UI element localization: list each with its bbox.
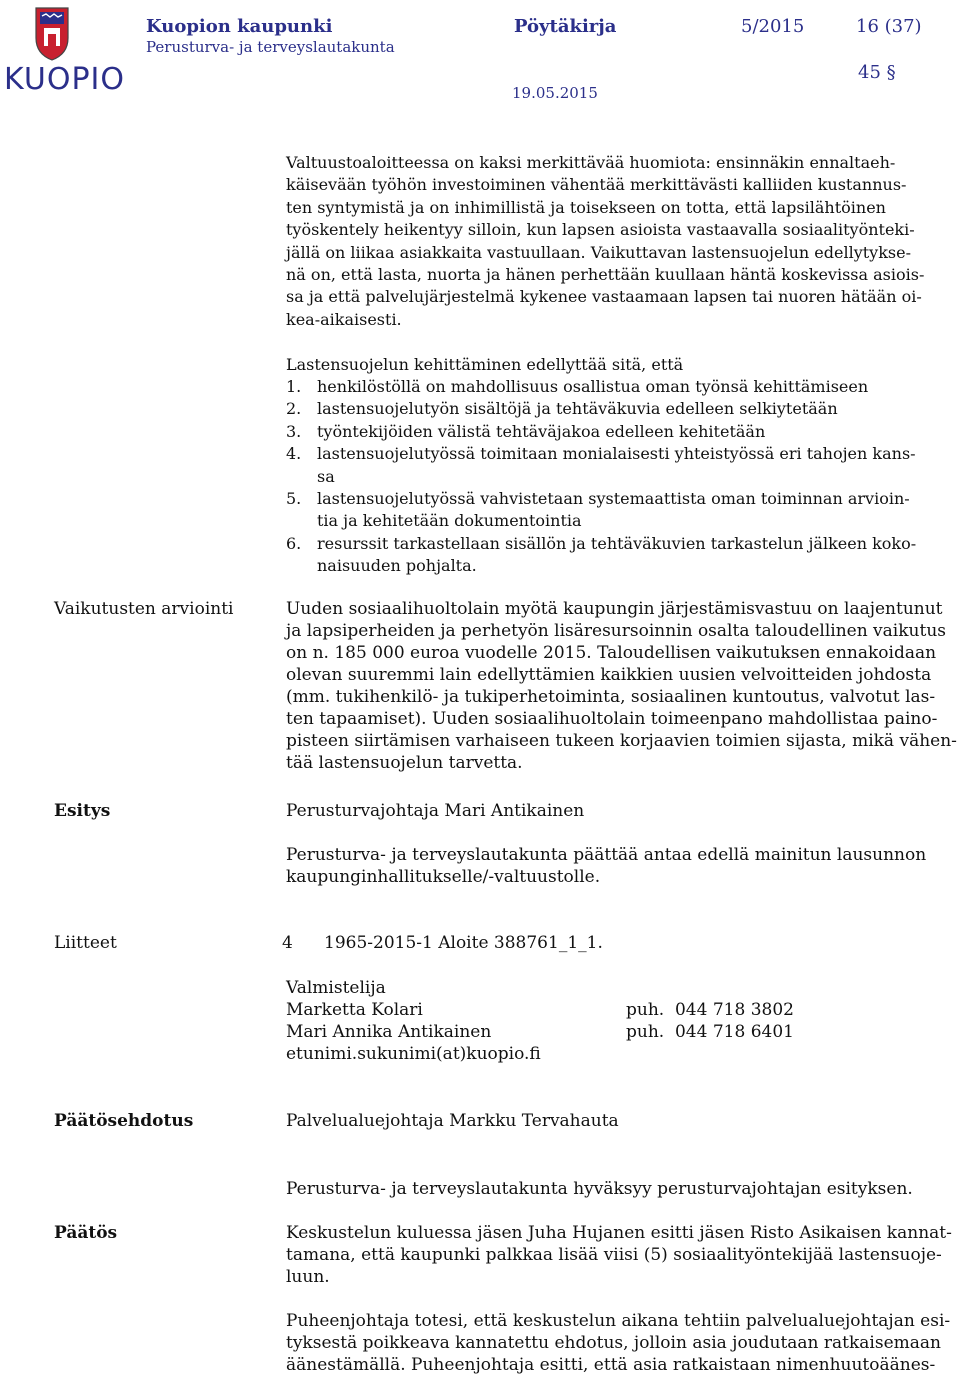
- document-number: 5/2015: [741, 16, 805, 37]
- list-item: 3. työntekijöiden välistä tehtäväjakoa edelleen kehitetään: [286, 421, 766, 441]
- city-coat-of-arms-icon: [4, 4, 100, 64]
- decision-proposal-text: Perusturva- ja terveyslautakunta hyväksyy perusturvajohtajan esityksen.: [286, 1179, 913, 1199]
- attachments-label: Liitteet: [54, 933, 117, 953]
- attachment-number: 4: [282, 933, 293, 953]
- list-intro: Lastensuojelun kehittäminen edellyttää sitä, että: [286, 355, 684, 374]
- list-item: 1. henkilöstöllä on mahdollisuus osallistua oman työnsä kehittämiseen: [286, 377, 869, 396]
- kuopio-logo: [4, 4, 125, 97]
- proposal-text: Perusturva- ja terveyslautakunta päättää antaa edellä mainitun lausunnon kaupunginhallitukselle/-valtuustolle.: [286, 845, 927, 887]
- logo-wordmark: KUOPIO: [4, 62, 125, 97]
- section-number: 45 §: [858, 62, 896, 83]
- list-item: 5. lastensuojelutyössä vahvistetaan systemaattista oman toiminnan arvioin- tia ja kehitetään dokumentointia: [286, 489, 910, 531]
- proposal-label: Esitys: [54, 801, 111, 821]
- decision-paragraph: Keskustelun kuluessa jäsen Juha Hujanen esitti jäsen Risto Asikaisen kannat- tamana, että kaupunki palkkaa lisää viisi (5) sosiaalityöntekijää lastensuoje- luun.: [286, 1223, 952, 1287]
- decision-paragraph: Puheenjohtaja totesi, että keskustelun aikana tehtiin palvelualuejohtajan esi- tyksestä poikkeava kannatettu ehdotus, jolloin asia joudutaan ratkaisemaan äänestämällä. Puheenjohtaja esitti, että asia ratkaistaan nimenhuutoäänes-: [286, 1311, 951, 1375]
- decision-proposal-presenter: Palvelualuejohtaja Markku Tervahauta: [286, 1111, 619, 1131]
- preparer-email[interactable]: etunimi.sukunimi(at)kuopio.fi: [286, 1044, 541, 1064]
- body-paragraph: Valtuustoaloitteessa on kaksi merkittävää huomiota: ensinnäkin ennaltaeh- käisevään työhön investoiminen vähentää merkittävästi kalliiden kustannus- ten syntymistä ja on inhimillistä ja toisekseen on totta, että lapsilähtöinen työskentely heikentyy silloin, kun lapsen asioista vastaavalla sosiaalityönteki- jällä on liikaa asiakkaita vastuullaan. Vaikuttavan lastensuojelun edellytykse- nä on, että lasta, nuorta ja hänen perhettään kuullaan häntä koskevissa asiois- sa ja että palvelujärjestelmä kykenee vastaamaan lapsen tai nuoren hätään oi- kea-aikaisesti.: [286, 153, 925, 329]
- preparer-phone: puh. 044 718 6401: [626, 1022, 794, 1042]
- development-list: [286, 376, 956, 578]
- list-item: 4. lastensuojelutyössä toimitaan monialaisesti yhteistyössä eri tahojen kans- sa: [286, 444, 916, 486]
- preparer-label: Valmistelija: [286, 978, 386, 998]
- attachment-link[interactable]: 1965-2015-1 Aloite 388761_1_1.: [324, 933, 603, 953]
- list-item: 6. resurssit tarkastellaan sisällön ja tehtäväkuvien tarkastelun jälkeen koko- naisuuden pohjalta.: [286, 533, 917, 576]
- decision-label: Päätös: [54, 1223, 118, 1243]
- board-name: Perusturva- ja terveyslautakunta: [146, 38, 395, 56]
- list-item: 2. lastensuojelutyön sisältöjä ja tehtäväkuvia edelleen selkiytetään: [286, 399, 838, 419]
- proposal-presenter: Perusturvajohtaja Mari Antikainen: [286, 801, 585, 821]
- impact-text: Uuden sosiaalihuoltolain myötä kaupungin järjestämisvastuu on laajentunut ja lapsiperheiden ja perhetyön lisäresursoinnin osalta taloudellinen vaikutus on n. 185 000 euroa vuodelle 2015. Taloudellisen vaikutuksen ennakoidaan olevan suuremmi lain edellyttämien kaikkien uusien velvoitteiden johdosta (mm. tukihenkilö- ja tukiperhetoiminta, sosiaalinen kuntoutus, valvotut las- ten tapaamiset). Uuden sosiaalihuoltolain toimeenpano mahdollistaa paino- pisteen siirtämisen varhaiseen tukeen korjaavien toimien sijasta, mikä vähen- tää lastensuojelun tarvetta.: [286, 599, 957, 773]
- city-name: Kuopion kaupunki: [146, 16, 333, 37]
- decision-proposal-label: Päätösehdotus: [54, 1111, 194, 1131]
- document-type: Pöytäkirja: [514, 16, 617, 37]
- preparer-name: Mari Annika Antikainen: [286, 1022, 492, 1042]
- preparer-phone: puh. 044 718 3802: [626, 1000, 794, 1020]
- meeting-date: 19.05.2015: [512, 84, 598, 102]
- impact-label: Vaikutusten arviointi: [54, 599, 234, 619]
- preparer-name: Marketta Kolari: [286, 1000, 423, 1020]
- page-number: 16 (37): [856, 16, 922, 37]
